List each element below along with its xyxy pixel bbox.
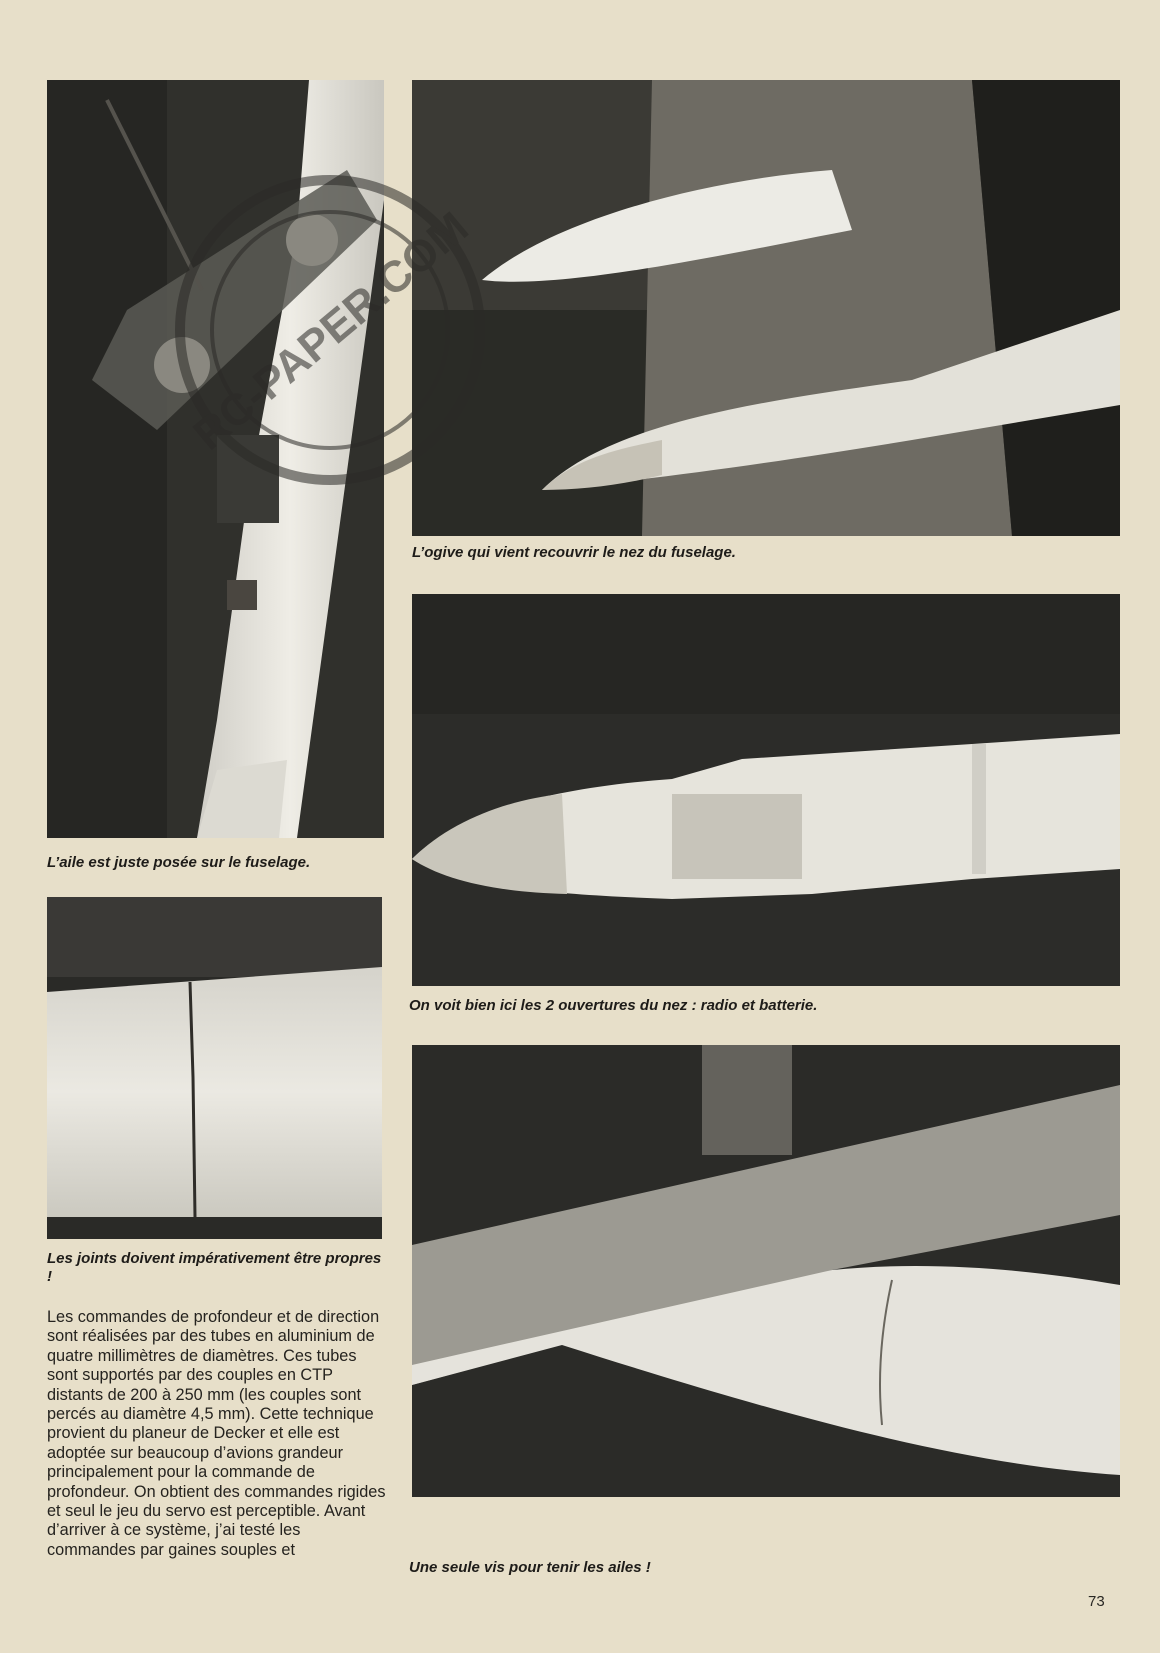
- caption-photo-1: L’aile est juste posée sur le fuselage.: [47, 854, 311, 871]
- watermark-stamp: [150, 150, 510, 510]
- page-number: 73: [1088, 1593, 1105, 1610]
- photo-nose-cone: [412, 80, 1120, 536]
- caption-photo-5: Une seule vis pour tenir les ailes !: [409, 1559, 651, 1576]
- photo-nose-openings: [412, 594, 1120, 986]
- watermark-text: RC-PAPER.COM: [184, 202, 478, 460]
- caption-photo-3: On voit bien ici les 2 ouvertures du nez : radio et batterie.: [409, 997, 818, 1014]
- caption-photo-2: L’ogive qui vient recouvrir le nez du fuselage.: [412, 544, 736, 561]
- photo-wing-screw: [412, 1045, 1120, 1497]
- article-body-text: Les commandes de profondeur et de direction sont réalisées par des tubes en aluminium de quatre millimètres de diamètres. Ces tubes sont supportés par des couples en CTP distants de 200 à 250 mm (les couples sont percés au diamètre 4,5 mm). Cette technique provient du planeur de Decker et elle est adoptée sur beaucoup d’avions grandeur principalement pour la commande de profondeur. On obtient des commandes rigides et seul le jeu du servo est perceptible. Avant d’arriver à ce système, j’ai testé les commandes par gaines souples et: [47, 1308, 386, 1559]
- photo-fuselage-joint: [47, 897, 382, 1239]
- caption-photo-4: Les joints doivent impérativement être propres !: [47, 1250, 382, 1285]
